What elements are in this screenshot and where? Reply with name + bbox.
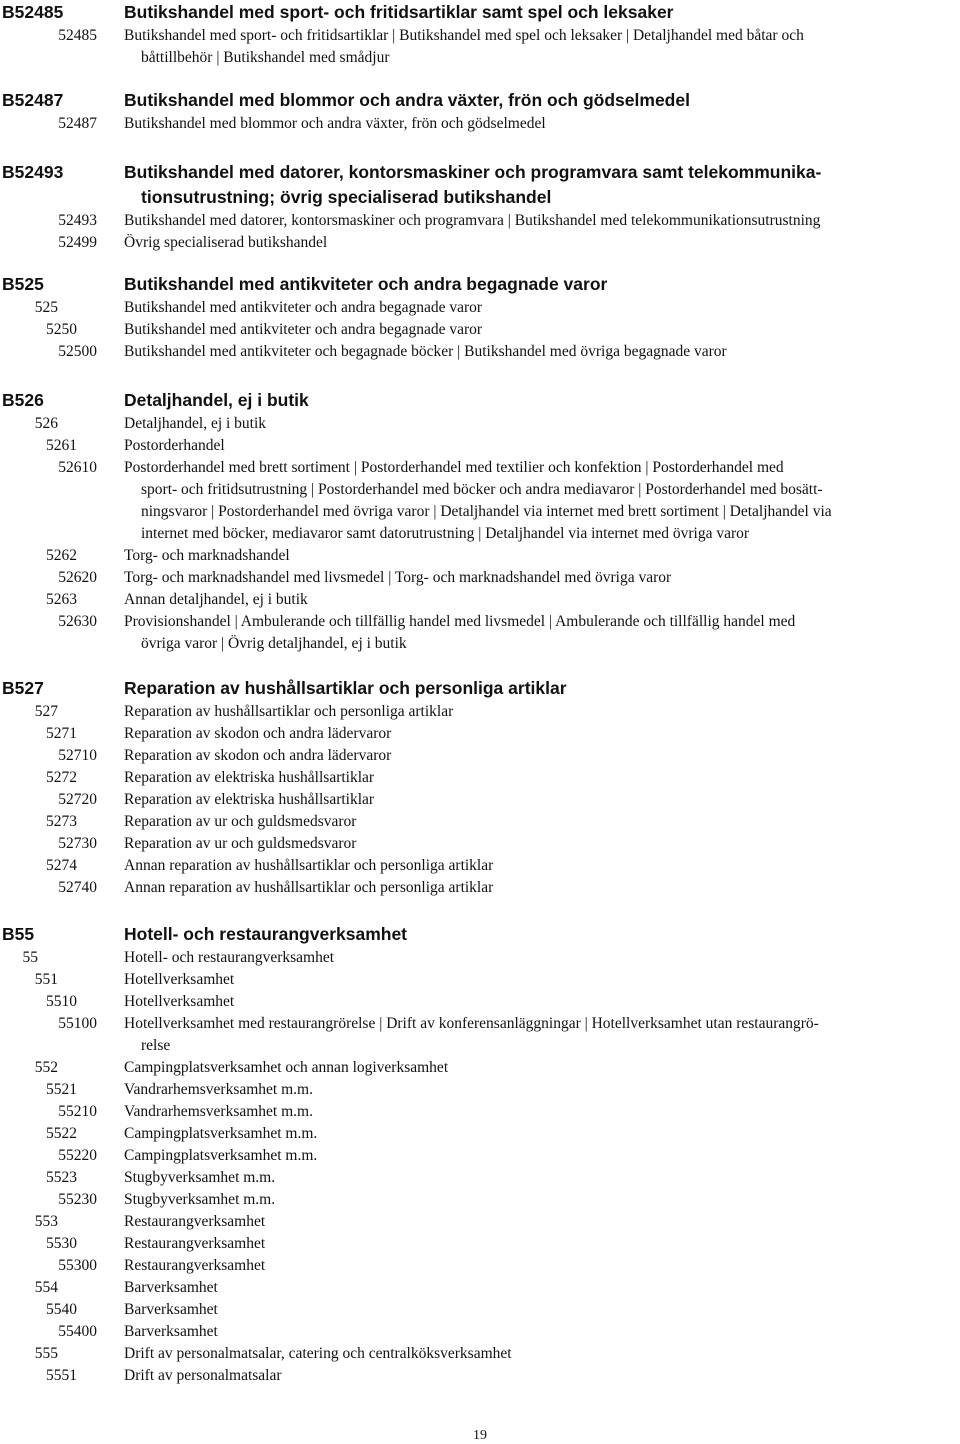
section-title-line: Reparation av hushållsartiklar och personliga artiklar: [124, 678, 567, 698]
section: [0, 388, 960, 655]
entry-row: [0, 789, 960, 811]
entry-text: [124, 589, 960, 611]
entry-row: [0, 113, 960, 135]
entry-row: [0, 811, 960, 833]
section-title-line: Butikshandel med datorer, kontorsmaskiner och programvara samt telekommunika-: [124, 162, 822, 182]
section-title: [124, 160, 954, 210]
entry-code: 52610: [58, 459, 97, 476]
entry-text: [124, 1079, 960, 1101]
entry-text: [124, 745, 960, 767]
entry-text: [124, 1145, 960, 1167]
entry-code: 55100: [58, 1015, 97, 1032]
entry-text-line: Vandrarhemsverksamhet m.m.: [124, 1081, 313, 1098]
entry-row: [0, 969, 960, 991]
entry-text: [124, 210, 960, 232]
entry-code: 52740: [58, 879, 97, 896]
entry-row: [0, 1189, 960, 1211]
entry-row: [0, 1255, 960, 1277]
entry-code: 55300: [58, 1257, 97, 1274]
entry-code: 553: [34, 1213, 58, 1230]
section-title: [124, 922, 954, 947]
entry-row: [0, 947, 960, 969]
entry-code: 55: [22, 949, 38, 966]
section-code: B52493: [2, 162, 64, 182]
entry-row: [0, 1013, 960, 1057]
entry-code: 5263: [46, 591, 77, 608]
section-heading: [0, 88, 960, 113]
entry-text: [124, 811, 960, 833]
section: [0, 676, 960, 899]
entry-text: [124, 1123, 960, 1145]
entry-text: [124, 1365, 960, 1387]
entry-text: [124, 545, 960, 567]
entry-row: [0, 545, 960, 567]
entry-code: 52487: [58, 115, 97, 132]
entry-text: [124, 833, 960, 855]
entry-text-line: Butikshandel med antikviteter och andra begagnade varor: [124, 299, 483, 316]
entry-text-line: Drift av personalmatsalar, catering och centralköksverksamhet: [124, 1345, 512, 1362]
entry-code: 555: [34, 1345, 58, 1362]
entry-row: [0, 1079, 960, 1101]
entry-text-line: Hotellverksamhet: [124, 971, 235, 988]
entry-text-line: Postorderhandel: [124, 437, 225, 454]
entry-text-line: Campingplatsverksamhet och annan logiverksamhet: [124, 1059, 449, 1076]
entry-row: [0, 589, 960, 611]
entry-row: [0, 1365, 960, 1387]
entry-text-line: Stugbyverksamhet m.m.: [124, 1169, 276, 1186]
entry-row: [0, 723, 960, 745]
entry-text: [124, 232, 960, 254]
entry-text-continuation: ningsvaror | Postorderhandel med övriga varor | Detaljhandel via internet med brett sortiment | Detaljhandel via: [141, 503, 832, 520]
entry-text: [124, 723, 960, 745]
entry-text-line: Butikshandel med antikviteter och begagnade böcker | Butikshandel med övriga begagnade varor: [124, 343, 727, 360]
entry-text: [124, 877, 960, 899]
entry-code: 55220: [58, 1147, 97, 1164]
entry-code: 52720: [58, 791, 97, 808]
entry-text-continuation: båttillbehör | Butikshandel med smådjur: [141, 49, 390, 66]
entry-text: [124, 1233, 960, 1255]
entry-code: 52499: [58, 234, 97, 251]
page-number: 19: [473, 1428, 487, 1443]
entry-row: [0, 457, 960, 545]
entry-text: [124, 947, 960, 969]
entry-text: [124, 25, 960, 69]
entry-text-line: Annan reparation av hushållsartiklar och personliga artiklar: [124, 879, 494, 896]
entry-text-line: Detaljhandel, ej i butik: [124, 415, 267, 432]
entry-text-line: Torg- och marknadshandel med livsmedel | Torg- och marknadshandel med övriga varor: [124, 569, 672, 586]
section-code: B525: [2, 274, 44, 294]
entry-row: [0, 833, 960, 855]
entry-text-line: Stugbyverksamhet m.m.: [124, 1191, 276, 1208]
entry-text-line: Restaurangverksamhet: [124, 1213, 266, 1230]
entry-text-line: Drift av personalmatsalar: [124, 1367, 282, 1384]
entry-row: [0, 341, 960, 363]
entry-row: [0, 701, 960, 723]
entry-row: [0, 1167, 960, 1189]
entry-text-line: Hotellverksamhet: [124, 993, 235, 1010]
entry-code: 5272: [46, 769, 77, 786]
entry-row: [0, 1211, 960, 1233]
entry-row: [0, 1321, 960, 1343]
entry-row: [0, 319, 960, 341]
entry-row: [0, 1101, 960, 1123]
entry-text-line: Annan detaljhandel, ej i butik: [124, 591, 308, 608]
entry-text: [124, 457, 960, 545]
entry-text-line: Butikshandel med datorer, kontorsmaskiner och programvara | Butikshandel med telekommunikationsutrustning: [124, 212, 821, 229]
entry-text-line: Torg- och marknadshandel: [124, 547, 290, 564]
entry-text-line: Restaurangverksamhet: [124, 1235, 266, 1252]
entry-code: 52485: [58, 27, 97, 44]
entry-code: 5274: [46, 857, 77, 874]
section-title-line: tionsutrustning; övrig specialiserad butikshandel: [141, 187, 552, 207]
entry-text: [124, 1277, 960, 1299]
section-title-line: Butikshandel med antikviteter och andra begagnade varor: [124, 274, 608, 294]
section-title: [124, 88, 954, 113]
entry-code: 55210: [58, 1103, 97, 1120]
entry-code: 5271: [46, 725, 77, 742]
entry-text-line: Butikshandel med blommor och andra växter, frön och gödselmedel: [124, 115, 546, 132]
entry-text-continuation: sport- och fritidsutrustning | Postorderhandel med böcker och andra mediavaror | Postorderhandel med bosätt-: [141, 481, 823, 498]
section-heading: [0, 160, 960, 210]
section-title: [124, 676, 954, 701]
entry-text-line: Campingplatsverksamhet m.m.: [124, 1125, 318, 1142]
entry-text-line: Provisionshandel | Ambulerande och tillfällig handel med livsmedel | Ambulerande och tillfällig handel med: [124, 613, 796, 630]
entry-text-line: Reparation av skodon och andra lädervaror: [124, 725, 392, 742]
section-title-line: Hotell- och restaurangverksamhet: [124, 924, 408, 944]
entry-code: 554: [34, 1279, 58, 1296]
entry-text: [124, 1013, 960, 1057]
entry-code: 52710: [58, 747, 97, 764]
entry-row: [0, 1057, 960, 1079]
entry-code: 5510: [46, 993, 77, 1010]
entry-row: [0, 210, 960, 232]
entry-text: [124, 1189, 960, 1211]
entry-text: [124, 991, 960, 1013]
section: [0, 160, 960, 254]
entry-text: [124, 1057, 960, 1079]
section-code: B52487: [2, 90, 64, 110]
entry-text: [124, 1343, 960, 1365]
entry-text-line: Reparation av skodon och andra lädervaror: [124, 747, 392, 764]
entry-row: [0, 567, 960, 589]
entry-row: [0, 611, 960, 655]
entry-text-continuation: övriga varor | Övrig detaljhandel, ej i butik: [141, 635, 407, 652]
entry-row: [0, 1145, 960, 1167]
entry-text: [124, 1255, 960, 1277]
entry-text: [124, 413, 960, 435]
entry-text-line: Postorderhandel med brett sortiment | Postorderhandel med textilier och konfektion | Postorderhandel med: [124, 459, 784, 476]
entry-text-continuation: relse: [141, 1037, 171, 1054]
entry-text: [124, 969, 960, 991]
entry-code: 55400: [58, 1323, 97, 1340]
entry-text-line: Restaurangverksamhet: [124, 1257, 266, 1274]
entry-code: 5262: [46, 547, 77, 564]
entry-text: [124, 1211, 960, 1233]
entry-code: 52630: [58, 613, 97, 630]
section-code: B55: [2, 924, 35, 944]
entry-text: [124, 319, 960, 341]
entry-text: [124, 767, 960, 789]
section-code: B527: [2, 678, 44, 698]
section: [0, 922, 960, 1387]
entry-text: [124, 1101, 960, 1123]
entry-row: [0, 1277, 960, 1299]
entry-code: 551: [34, 971, 58, 988]
entry-text-line: Barverksamhet: [124, 1301, 218, 1318]
entry-text-line: Barverksamhet: [124, 1323, 218, 1340]
section-title-line: Detaljhandel, ej i butik: [124, 390, 309, 410]
entry-code: 52500: [58, 343, 97, 360]
entry-code: 52620: [58, 569, 97, 586]
entry-text: [124, 567, 960, 589]
entry-code: 52493: [58, 212, 97, 229]
section-title: [124, 272, 954, 297]
entry-code: 5551: [46, 1367, 77, 1384]
entry-code: 5530: [46, 1235, 77, 1252]
entry-row: [0, 1343, 960, 1365]
section-heading: [0, 272, 960, 297]
entry-row: [0, 25, 960, 69]
entry-text: [124, 297, 960, 319]
entry-row: [0, 413, 960, 435]
entry-text-line: Campingplatsverksamhet m.m.: [124, 1147, 318, 1164]
section-heading: [0, 0, 960, 25]
entry-row: [0, 767, 960, 789]
entry-text: [124, 701, 960, 723]
section-code: B52485: [2, 2, 64, 22]
section: [0, 272, 960, 363]
entry-code: 5261: [46, 437, 77, 454]
entry-text-line: Reparation av ur och guldsmedsvaror: [124, 813, 357, 830]
entry-text-line: Övrig specialiserad butikshandel: [124, 234, 328, 251]
entry-text: [124, 789, 960, 811]
entry-text: [124, 1299, 960, 1321]
entry-text-continuation: internet med böcker, mediavaror samt datorutrustning | Detaljhandel via internet med övriga varor: [141, 525, 750, 542]
entry-text: [124, 113, 960, 135]
entry-text-line: Reparation av hushållsartiklar och personliga artiklar: [124, 703, 454, 720]
entry-row: [0, 1299, 960, 1321]
entry-code: 5540: [46, 1301, 77, 1318]
section: [0, 88, 960, 135]
entry-text-line: Butikshandel med sport- och fritidsartiklar | Butikshandel med spel och leksaker | Detaljhandel med båtar och: [124, 27, 804, 44]
section-title-line: Butikshandel med sport- och fritidsartiklar samt spel och leksaker: [124, 2, 674, 22]
entry-text-line: Annan reparation av hushållsartiklar och personliga artiklar: [124, 857, 494, 874]
entry-row: [0, 745, 960, 767]
entry-text-line: Barverksamhet: [124, 1279, 218, 1296]
entry-text-line: Reparation av ur och guldsmedsvaror: [124, 835, 357, 852]
section-code: B526: [2, 390, 44, 410]
entry-row: [0, 855, 960, 877]
entry-text-line: Reparation av elektriska hushållsartiklar: [124, 769, 375, 786]
section-heading: [0, 388, 960, 413]
section-title: [124, 388, 954, 413]
entry-text: [124, 1167, 960, 1189]
entry-text-line: Butikshandel med antikviteter och andra begagnade varor: [124, 321, 483, 338]
entry-text: [124, 435, 960, 457]
entry-row: [0, 991, 960, 1013]
section-title-line: Butikshandel med blommor och andra växter, frön och gödselmedel: [124, 90, 690, 110]
entry-text: [124, 1321, 960, 1343]
entry-code: 5273: [46, 813, 77, 830]
section-heading: [0, 676, 960, 701]
entry-code: 552: [34, 1059, 58, 1076]
entry-row: [0, 435, 960, 457]
entry-text-line: Reparation av elektriska hushållsartiklar: [124, 791, 375, 808]
section-title: [124, 0, 954, 25]
entry-text: [124, 855, 960, 877]
entry-text: [124, 341, 960, 363]
entry-row: [0, 297, 960, 319]
entry-code: 5250: [46, 321, 77, 338]
entry-text-line: Hotellverksamhet med restaurangrörelse | Drift av konferensanläggningar | Hotellverksamhet utan restaurangrö-: [124, 1015, 819, 1032]
entry-text-line: Vandrarhemsverksamhet m.m.: [124, 1103, 313, 1120]
entry-code: 527: [34, 703, 58, 720]
entry-code: 525: [34, 299, 58, 316]
entry-row: [0, 877, 960, 899]
entry-code: 52730: [58, 835, 97, 852]
entry-row: [0, 232, 960, 254]
entry-text: [124, 611, 960, 655]
entry-row: [0, 1233, 960, 1255]
entry-code: 5523: [46, 1169, 77, 1186]
entry-code: 5522: [46, 1125, 77, 1142]
section: [0, 0, 960, 69]
entry-code: 5521: [46, 1081, 77, 1098]
entry-text-line: Hotell- och restaurangverksamhet: [124, 949, 335, 966]
section-heading: [0, 922, 960, 947]
entry-row: [0, 1123, 960, 1145]
entry-code: 55230: [58, 1191, 97, 1208]
entry-code: 526: [34, 415, 58, 432]
